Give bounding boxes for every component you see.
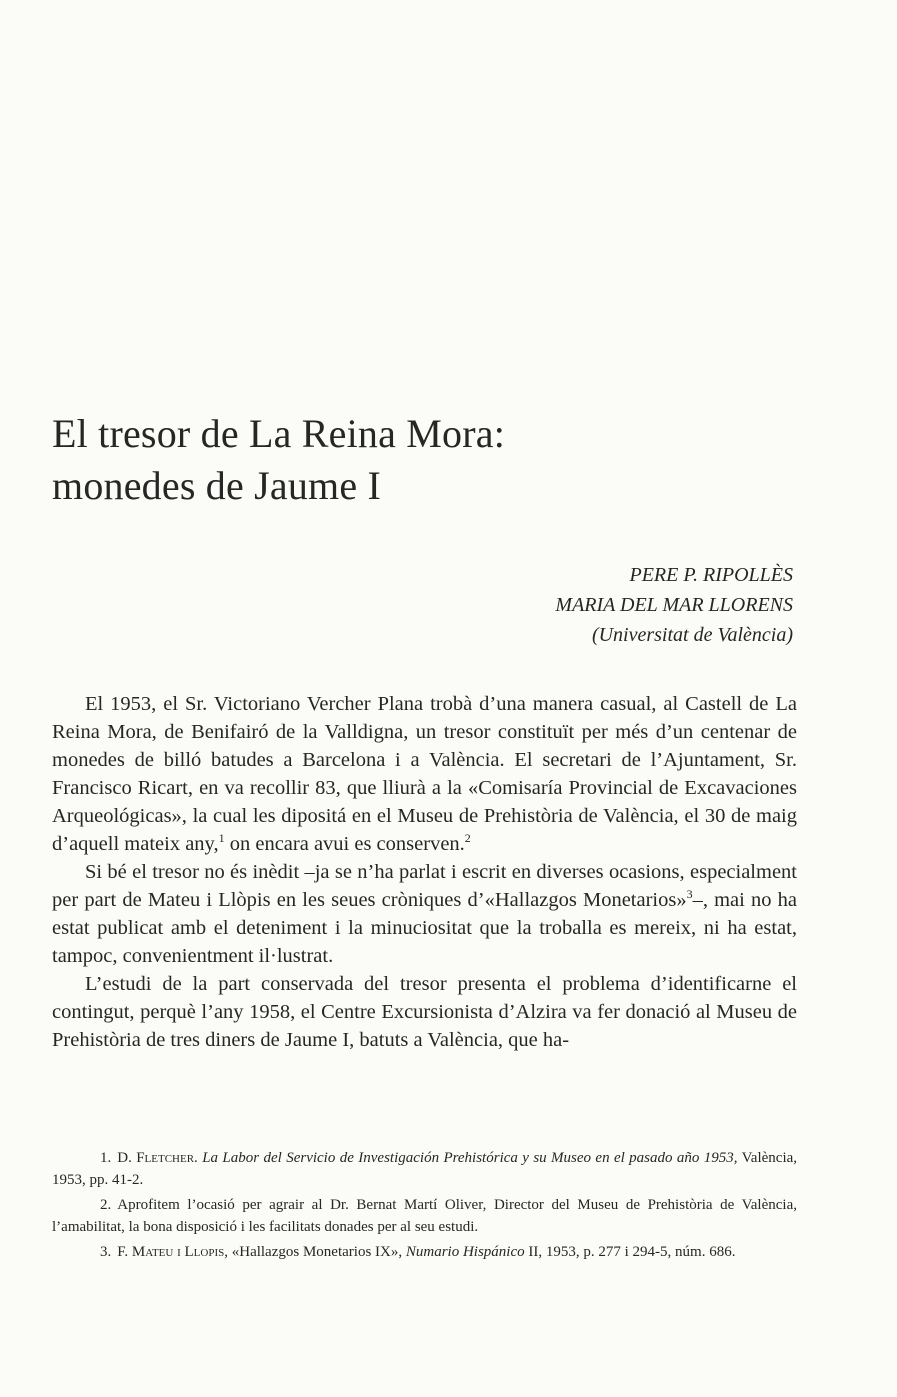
paragraph-2 [52,858,797,970]
footnote-3-title: «Hallazgos Monetarios IX», [227,1244,403,1260]
paragraph-2-text-2: –, mai no ha estat publicat amb el deteniment i la minuciositat que la troballa es mereix, ni ha estat, tampoc, convenientment il·lustrat. [52,889,797,967]
footnote-3-rest: II, 1953, p. 277 i 294-5, núm. 686. [524,1244,736,1260]
footnote-2-text: Aprofitem l’ocasió per agrair al Dr. Bernat Martí Oliver, Director del Museu de Prehistòria de València, l’amabilitat, la bona disposició i les facilitats donades per al seu estudi. [52,1197,797,1235]
footnote-1-number: 1. [100,1150,112,1166]
paragraph-2-text: Si bé el tresor no és inèdit –ja se n’ha parlat i escrit en diverses ocasions, especialment per part de Mateu i Llòpis en les seues cròniques d’«Hallazgos Monetarios» [52,861,797,911]
footnote-ref-2: 2 [464,831,471,846]
paragraph-3 [52,970,797,1054]
footnotes [52,1147,797,1266]
footnote-ref-1: 1 [218,831,225,846]
footnote-3-journal: Numario Hispánico [402,1244,525,1260]
footnote-1 [52,1147,797,1191]
article-title [52,408,505,512]
article-body [52,690,797,1054]
footnote-2 [52,1194,797,1238]
author-1: PERE P. RIPOLLÈS [629,564,793,586]
paragraph-3-text: L’estudi de la part conservada del tresor presenta el problema d’identificarne el contingut, perquè l’any 1958, el Centre Excursionista d’Alzira va fer donació al Museu de Prehistòria de tres diners de Jaume I, batuts a València, que ha- [52,973,797,1051]
affiliation: (Universitat de València) [591,624,793,646]
footnote-2-number: 2. [100,1197,112,1213]
title-line-2: monedes de Jaume I [52,463,382,508]
author-block [555,560,793,650]
paragraph-1 [52,690,797,858]
title-line-1: El tresor de La Reina Mora: [52,411,506,456]
author-2: MARIA DEL MAR LLORENS [555,594,793,616]
footnote-3-number: 3. [100,1244,112,1260]
paragraph-1-text: El 1953, el Sr. Victoriano Vercher Plana trobà d’una manera casual, al Castell de La Reina Mora, de Benifairó de la Valldigna, un tresor constituït per més d’un centenar de monedes de billó batudes a Barcelona i a València. El secretari de l’Ajuntament, Sr. Francisco Ricart, en va recollir 83, que lliurà a la «Comisaría Provincial de Excavaciones Arqueológicas», la cual les dipositá en el Museu de Prehistòria de València, el 30 de maig d’aquell mateix any, [52,693,797,855]
footnote-3 [52,1241,797,1263]
footnote-3-author: F. Mateu i Llopis, [117,1244,228,1260]
footnote-1-work: La Labor del Servicio de Investigación Prehistórica y su Museo en el pasado año 1953, [202,1150,738,1166]
footnote-ref-3: 3 [686,887,693,902]
paragraph-1-text-2: on encara avui es conserven. [224,833,465,855]
footnote-1-rest: València, 1953, pp. 41-2. [52,1150,798,1188]
footnote-1-author: D. Fletcher. [117,1150,198,1166]
